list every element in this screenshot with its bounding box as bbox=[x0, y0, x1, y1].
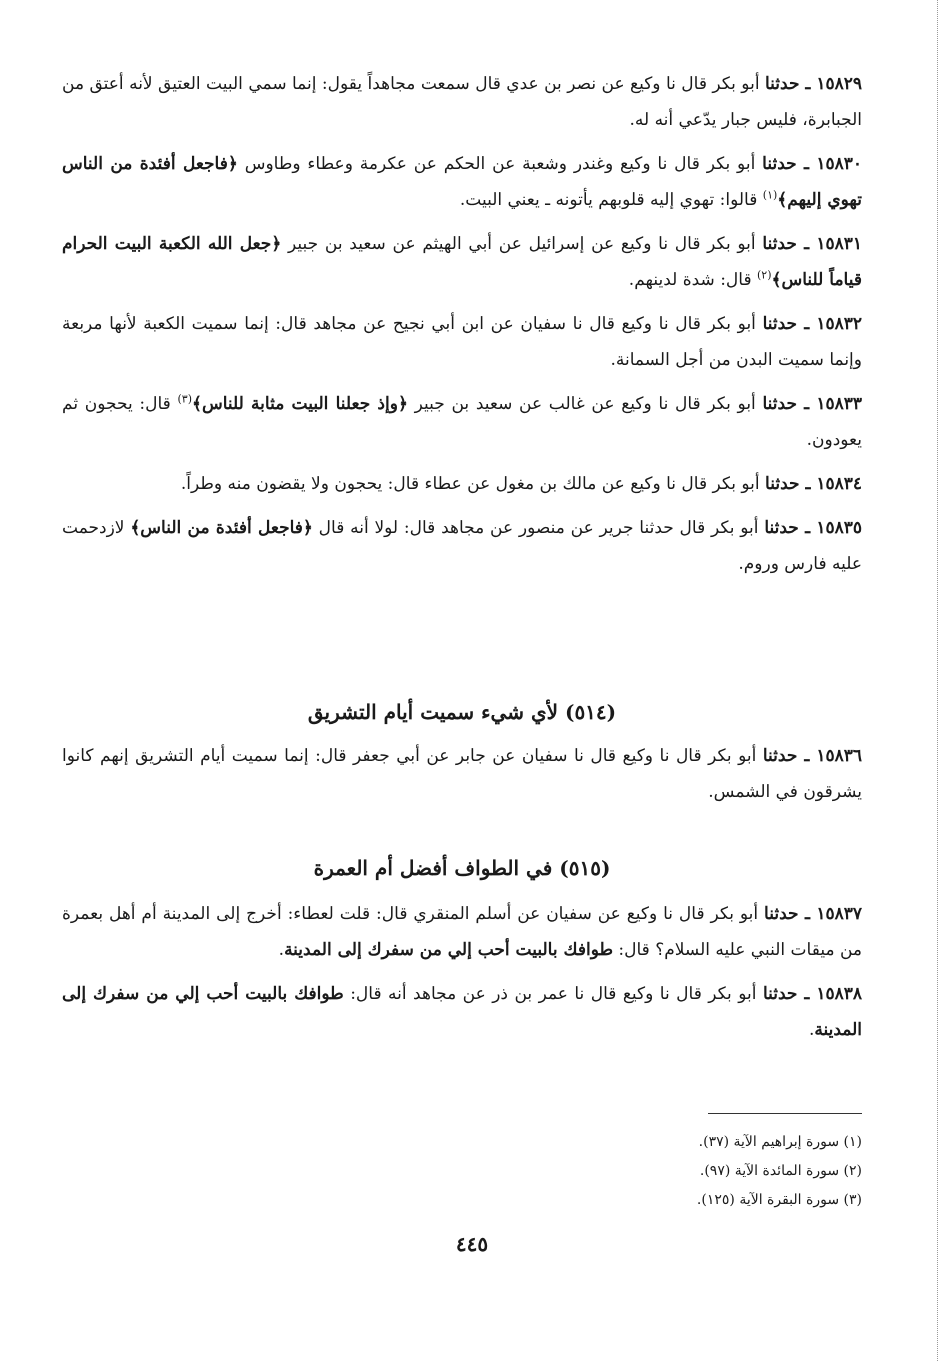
hadith-text: أبو بكر قال نا وكيع عن مالك بن مغول عن عطاء قال: يحجون ولا يقضون منه وطراً. bbox=[180, 474, 760, 494]
hadith-text: أبو بكر قال نا وكيع وغندر وشعبة عن الحكم عن عكرمة وعطاء وطاوس bbox=[244, 154, 756, 174]
hadith-text-after: . bbox=[278, 940, 285, 960]
hadith-text-after: قال: شدة لدينهم. bbox=[628, 270, 752, 290]
hadith-number: ١٥٨٣٨ ـ حدثنا bbox=[762, 984, 863, 1004]
hadith-15831 bbox=[62, 226, 862, 298]
hadith-number: ١٥٨٣٧ ـ حدثنا bbox=[764, 904, 862, 924]
emphasized-text: طوافك بالبيت أحب إلي من سفرك إلى المدينة bbox=[284, 940, 614, 960]
hadith-text-after: قالوا: تهوي إليه قلوبهم يأتونه ـ يعني البيت. bbox=[459, 190, 758, 210]
hadith-text-after: . bbox=[808, 1020, 815, 1040]
hadith-15833 bbox=[62, 386, 862, 458]
hadith-15830 bbox=[62, 146, 862, 218]
hadith-block-514 bbox=[62, 738, 862, 810]
hadith-number: ١٥٨٣٢ ـ حدثنا bbox=[762, 314, 862, 334]
page-number: ٤٤٥ bbox=[455, 1232, 489, 1256]
hadith-number: ١٥٨٢٩ ـ حدثنا bbox=[764, 74, 862, 94]
quran-quote: ﴿فاجعل أفئدة من الناس تهوي إليهم﴾ bbox=[62, 154, 862, 210]
hadith-text: أبو بكر قال نا وكيع عن سفيان عن أسلم المنقري قال: قلت لعطاء: أخرج إلى المدينة أم أهل بعمرة من ميقات النبي عليه السلام؟ قال: bbox=[62, 904, 862, 960]
hadith-block-main bbox=[62, 66, 862, 582]
footnote-ref: (١) bbox=[762, 188, 778, 202]
hadith-number: ١٥٨٣٠ ـ حدثنا bbox=[762, 154, 863, 174]
hadith-text-after: لازدحمت عليه فارس وروم. bbox=[62, 518, 862, 574]
hadith-15838 bbox=[62, 976, 862, 1048]
hadith-text: أبو بكر قال نا وكيع عن نصر بن عدي قال سمعت مجاهداً يقول: إنما سمي البيت العتيق لأنه أعتق من الجبابرة، فليس جبار يدّعي أنه له. bbox=[62, 74, 862, 130]
footnote-ref: (٣) bbox=[177, 392, 192, 406]
hadith-number: ١٥٨٣٥ ـ حدثنا bbox=[764, 518, 863, 538]
hadith-text: أبو بكر قال نا وكيع قال نا سفيان عن جابر عن أبي جعفر قال: إنما سميت أيام التشريق إنهم كانوا يشرقون في الشمس. bbox=[62, 746, 862, 802]
hadith-text: أبو بكر قال نا وكيع عن إسرائيل عن أبي الهيثم عن سعيد بن جبير bbox=[288, 234, 756, 254]
footnote-2: (٢) سورة المائدة الآية (٩٧). bbox=[699, 1163, 862, 1179]
quran-quote: ﴿وإذ جعلنا البيت مثابة للناس﴾ bbox=[192, 394, 408, 414]
hadith-15836 bbox=[62, 738, 862, 810]
footnote-ref: (٢) bbox=[757, 268, 772, 282]
quran-quote: ﴿جعل الله الكعبة البيت الحرام قياماً للناس﴾ bbox=[62, 234, 862, 290]
hadith-text: أبو بكر قال حدثنا جرير عن منصور عن مجاهد قال: لولا أنه قال bbox=[318, 518, 759, 538]
footnotes bbox=[500, 1128, 862, 1215]
hadith-15829 bbox=[62, 66, 862, 138]
hadith-15832 bbox=[62, 306, 862, 378]
hadith-text: أبو بكر قال نا وكيع عن غالب عن سعيد بن جبير bbox=[414, 394, 756, 414]
page-edge-line bbox=[937, 0, 938, 1361]
hadith-number: ١٥٨٣٣ ـ حدثنا bbox=[762, 394, 863, 414]
footnote-3: (٣) سورة البقرة الآية (١٢٥). bbox=[696, 1192, 862, 1208]
hadith-number: ١٥٨٣٦ ـ حدثنا bbox=[762, 746, 863, 766]
hadith-15835 bbox=[62, 510, 862, 582]
section-heading-514: (٥١٤) لأي شيء سميت أيام التشريق bbox=[307, 700, 617, 724]
hadith-block-515 bbox=[62, 896, 862, 1048]
hadith-text: أبو بكر قال نا وكيع قال نا عمر بن ذر عن مجاهد أنه قال: bbox=[350, 984, 757, 1004]
hadith-15837 bbox=[62, 896, 862, 968]
hadith-15834 bbox=[62, 466, 862, 502]
hadith-text-after: قال: يحجون ثم يعودون. bbox=[62, 394, 862, 450]
hadith-number: ١٥٨٣١ ـ حدثنا bbox=[762, 234, 862, 254]
quran-quote: ﴿فاجعل أفئدة من الناس﴾ bbox=[130, 518, 313, 538]
footnote-divider bbox=[708, 1113, 862, 1114]
hadith-text: أبو بكر قال نا وكيع قال نا سفيان عن ابن أبي نجيح عن مجاهد قال: إنما سميت الكعبة لأنها مربعة وإنما سميت البدن من أجل السمانة. bbox=[62, 314, 862, 370]
emphasized-text: طوافك بالبيت أحب إلي من سفرك إلى المدينة bbox=[62, 984, 862, 1040]
section-heading-515: (٥١٥) في الطواف أفضل أم العمرة bbox=[313, 856, 611, 880]
hadith-number: ١٥٨٣٤ ـ حدثنا bbox=[765, 474, 862, 494]
footnote-1: (١) سورة إبراهيم الآية (٣٧). bbox=[698, 1134, 862, 1150]
